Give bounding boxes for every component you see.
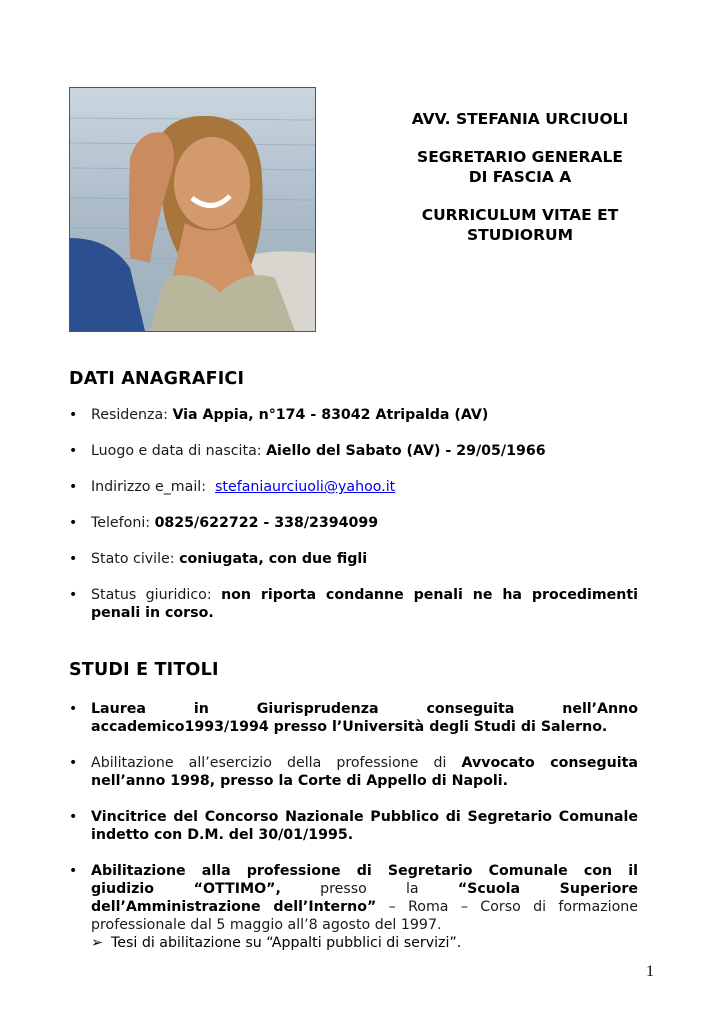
tesi-item [91,934,638,952]
abil-segr-scuola: “Scuola Superiore [457,881,639,897]
document-title-line-1: CURRICULUM VITAE ET [421,206,619,224]
stato-civile-label: Stato civile: [91,551,175,567]
stato-civile-value: coniugata, con due figli [179,551,368,567]
abil-segr-giudizio: giudizio “OTTIMO”, [91,881,281,897]
abilitazione-line-2: nell’anno 1998, presso la Corte di Appello di Napoli. [91,773,509,789]
abil-segr-amministrazione: dell’Amministrazione dell’Interno” [91,899,377,915]
abil-segr-line-1: • Abilitazione alla professione di Segretario Comunale con il [91,863,638,879]
status-giuridico-value-1: non riporta condanne penali ne ha procedimenti [221,587,639,603]
tesi-text: Tesi di abilitazione su “Appalti pubblici di servizi”. [111,935,462,951]
status-giuridico-label: Status giuridico: [91,587,212,603]
residenza-value: Via Appia, n°174 - 83042 Atripalda (AV) [172,407,489,423]
list-item-laurea [69,700,638,736]
list-item-residenza [69,406,638,424]
list-item-email [69,478,638,496]
list-item-status-giuridico [69,586,638,622]
list-item-nascita [69,442,638,460]
author-name: AVV. STEFANIA URCIUOLI [411,110,629,128]
nascita-value: Aiello del Sabato (AV) - 29/05/1966 [266,443,546,459]
list-item-telefoni [69,514,638,532]
list-item-abilitazione-segretario [69,862,638,952]
vincitrice-line-1: • Vincitrice del Concorso Nazionale Pubblico di Segretario Comunale [91,809,638,825]
page-number: 1 [646,963,654,980]
vincitrice-line-2: indetto con D.M. del 30/01/1995. [91,827,354,843]
telefoni-value: 0825/622722 - 338/2394099 [154,515,379,531]
laurea-line-1: • Laurea in Giurisprudenza conseguita nell’Anno [91,701,638,717]
abil-segr-line-4: professionale dal 5 maggio all’8 agosto del 1997. [91,917,442,933]
abilitazione-text: Abilitazione all’esercizio della professione di [91,755,447,771]
anagrafici-list [69,406,638,622]
nascita-label: Luogo e data di nascita: [91,443,262,459]
abil-segr-roma: – Roma – Corso di formazione [388,899,638,915]
role-title-line-1: SEGRETARIO GENERALE [417,148,623,166]
laurea-line-2: accademico1993/1994 presso l’Università degli Studi di Salerno. [91,719,608,735]
abilitazione-bold: Avvocato conseguita [461,755,638,771]
portrait-photo [69,87,316,332]
section-title-anagrafici: DATI ANAGRAFICI [69,369,245,389]
list-item-vincitrice [69,808,638,844]
document-header [340,109,700,245]
studi-list [69,700,638,952]
list-item-abilitazione-avvocato [69,754,638,790]
email-link[interactable]: stefaniaurciuoli@yahoo.it [215,479,396,495]
abil-segr-presso: presso la [320,881,419,897]
document-title-line-2: STUDIORUM [466,226,574,244]
status-giuridico-value-2: penali in corso. [91,605,214,621]
email-label: Indirizzo e_mail: [91,479,206,495]
list-item-stato-civile [69,550,638,568]
telefoni-label: Telefoni: [91,515,151,531]
residenza-label: Residenza: [91,407,168,423]
role-title-line-2: DI FASCIA A [468,168,572,186]
section-title-studi: STUDI E TITOLI [69,660,219,680]
arrow-bullet-icon: ➢ [91,935,103,951]
portrait-image-icon [70,88,315,331]
